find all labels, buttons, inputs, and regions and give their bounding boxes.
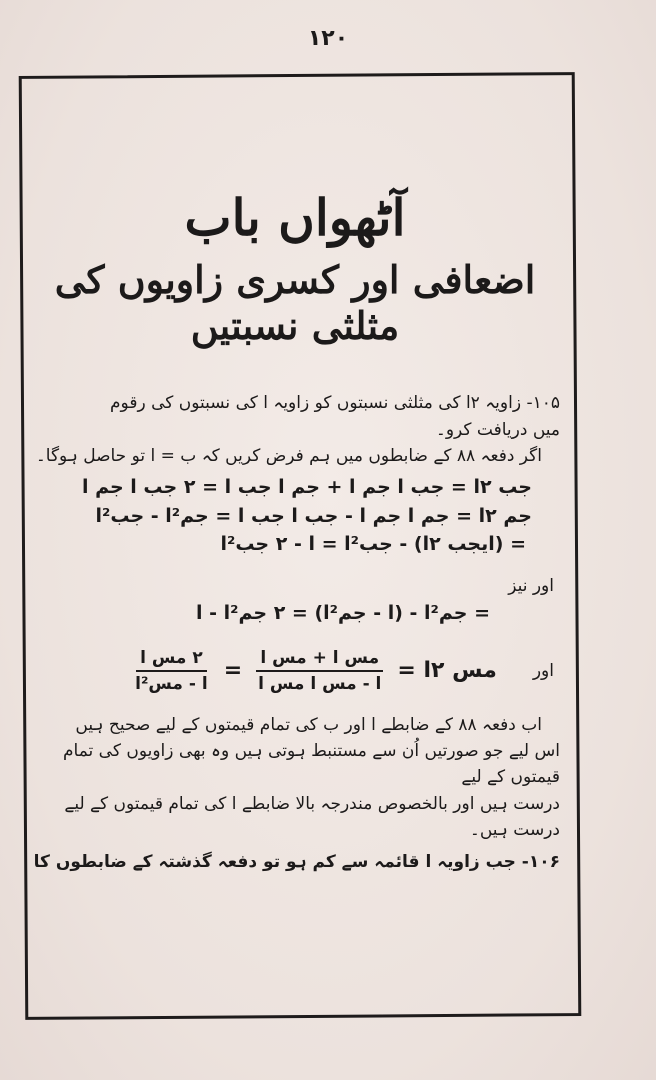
equation-cos-2a: جم ۲ا = جم ا جم ا - جب ا جب ا = جم²ا - جب²ا — [95, 504, 532, 527]
fraction-2-denominator: ا - مس²ا — [135, 673, 208, 694]
tangent-fraction-2 — [131, 648, 212, 694]
chapter-title: آٹھواں باب — [184, 188, 406, 247]
paragraph-line: اب دفعہ ۸۸ کے ضابطے ا اور ب کی تمام قیمتوں کے لیے صحیح ہیں — [75, 714, 542, 735]
tangent-fraction-1 — [254, 648, 385, 694]
equation-cos-2a-alt: = (ایجب ۲ا) - جب²ا = ا - ۲ جب²ا — [220, 533, 526, 556]
fraction-2-numerator: ۲ مس ا — [136, 648, 207, 672]
page-content — [30, 190, 560, 876]
paragraph-line: درست ہیں۔ — [469, 819, 560, 840]
aur-neez-label: اور نیز — [508, 575, 554, 596]
section-105-heading: ۱۰۵- زاویہ ۲ا کی مثلثی نسبتوں کو زاویہ ا کی نسبتوں کی رقوم — [110, 393, 560, 414]
equals-sign: = — [223, 658, 243, 684]
section-105-line3: اگر دفعہ ۸۸ کے ضابطوں میں ہم فرض کریں کہ ب = ا تو حاصل ہوگا۔ — [35, 445, 542, 466]
chapter-subtitle: اضعافی اور کسری زاویوں کی مثلثی نسبتیں — [54, 257, 536, 348]
aur-label: اور — [532, 660, 554, 681]
section-105-line2: میں دریافت کرو۔ — [435, 419, 560, 440]
page-number: ١٢٠ — [307, 26, 349, 51]
fraction-1-numerator: مس ا + مس ا — [256, 648, 383, 672]
sine-cosine-equations — [30, 473, 560, 559]
tangent-lhs: مس ۲ا = — [397, 658, 497, 684]
tangent-equation — [30, 648, 560, 694]
fraction-1-denominator: ا - مس ا مس ا — [258, 673, 382, 694]
equation-cos-2a-cos: = جم²ا - (ا - جم²ا) = ۲ جم²ا - ا — [196, 602, 490, 625]
section-106-heading: ۱۰۶- جب زاویہ ا قائمہ سے کم ہو تو دفعہ گذشتہ کے ضابطوں کا — [33, 852, 560, 873]
explanatory-paragraph — [30, 712, 560, 844]
paragraph-line: درست ہیں اور بالخصوص مندرجہ بالا ضابطے ا کی تمام قیمتوں کے لیے — [64, 793, 560, 814]
paragraph-line: اس لیے جو صورتیں اُن سے مستنبط ہوتی ہیں وہ بھی زاویوں کی تمام قیمتوں کے لیے — [63, 740, 560, 788]
equation-sin-2a: جب ۲ا = جب ا جم ا + جم ا جب ا = ۲ جب ا جم ا — [81, 476, 532, 499]
